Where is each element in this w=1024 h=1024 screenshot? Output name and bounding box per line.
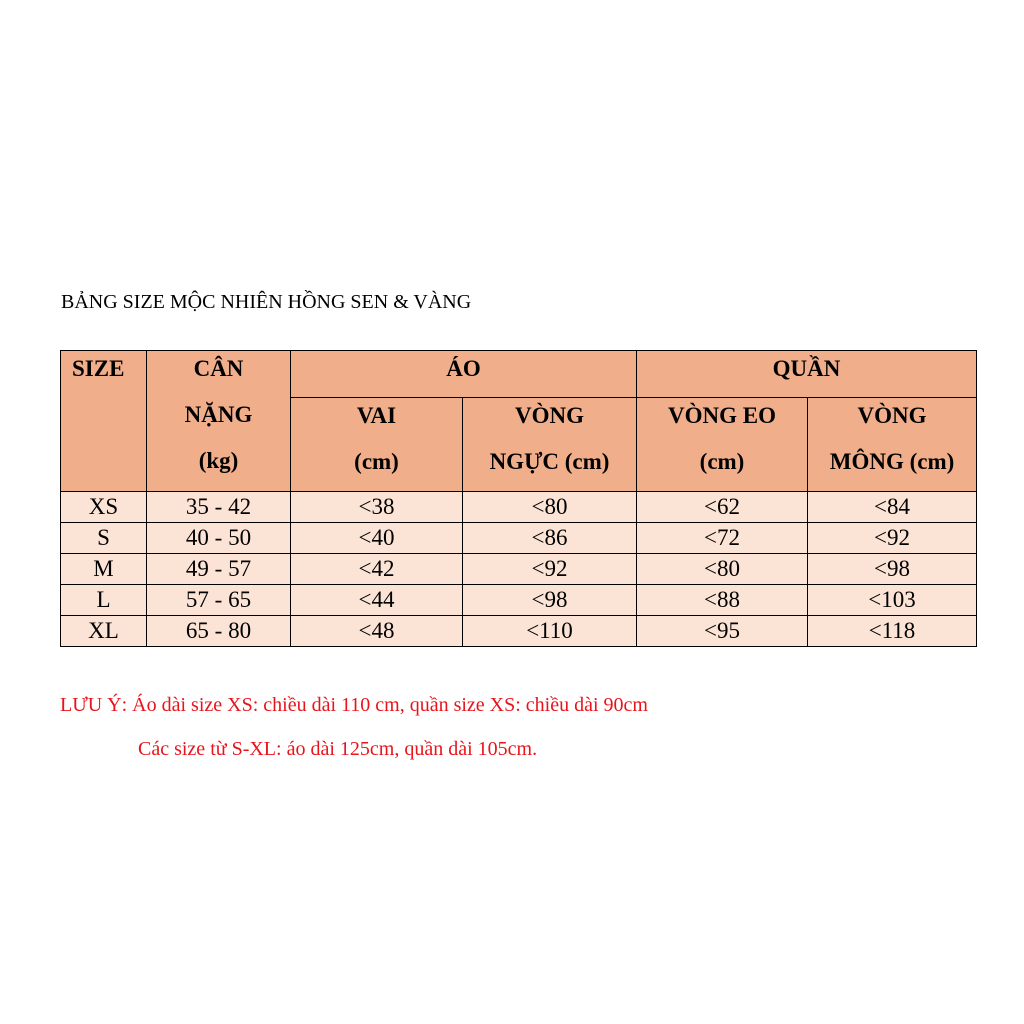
header-mong [808, 398, 977, 492]
table-row [61, 554, 977, 585]
cell-mong: <92 [808, 523, 977, 554]
cell-mong: <103 [808, 585, 977, 616]
header-quan [637, 351, 977, 398]
cell-vai: <40 [291, 523, 463, 554]
cell-vai: <48 [291, 616, 463, 647]
cell-mong: <118 [808, 616, 977, 647]
cell-weight: 35 - 42 [147, 492, 291, 523]
cell-size: XL [61, 616, 147, 647]
cell-size: S [61, 523, 147, 554]
header-eo-line2: (cm) [699, 449, 745, 474]
cell-eo: <62 [637, 492, 808, 523]
cell-size: M [61, 554, 147, 585]
cell-size: XS [61, 492, 147, 523]
header-vai-line2: (cm) [354, 449, 399, 474]
page-title: BẢNG SIZE MỘC NHIÊN HỒNG SEN & VÀNG [61, 291, 472, 313]
header-weight [147, 351, 291, 492]
cell-eo: <72 [637, 523, 808, 554]
table-row [61, 523, 977, 554]
header-weight-line2: NẶNG [184, 402, 253, 427]
header-vai-line1: VAI [356, 403, 397, 428]
header-size-label: SIZE [72, 356, 125, 381]
cell-nguc: <110 [463, 616, 637, 647]
header-size [61, 351, 147, 492]
cell-mong: <84 [808, 492, 977, 523]
table-row [61, 585, 977, 616]
note-line-1: LƯU Ý: Áo dài size XS: chiều dài 110 cm, quần size XS: chiều dài 90cm [60, 694, 648, 716]
cell-eo: <95 [637, 616, 808, 647]
header-ao [291, 351, 637, 398]
header-weight-line1: CÂN [193, 356, 244, 381]
cell-nguc: <98 [463, 585, 637, 616]
header-nguc-line1: VÒNG [515, 403, 584, 428]
cell-eo: <80 [637, 554, 808, 585]
cell-size: L [61, 585, 147, 616]
header-eo [637, 398, 808, 492]
header-ao-label: ÁO [446, 356, 481, 381]
header-weight-line3: (kg) [198, 448, 239, 473]
cell-vai: <38 [291, 492, 463, 523]
cell-mong: <98 [808, 554, 977, 585]
cell-weight: 57 - 65 [147, 585, 291, 616]
header-mong-line2: MÔNG (cm) [829, 449, 955, 474]
cell-weight: 49 - 57 [147, 554, 291, 585]
header-vai [291, 398, 463, 492]
header-nguc [463, 398, 637, 492]
header-eo-line1: VÒNG EO [668, 403, 776, 428]
cell-vai: <44 [291, 585, 463, 616]
cell-weight: 40 - 50 [147, 523, 291, 554]
table-row [61, 492, 977, 523]
table-row [61, 616, 977, 647]
header-quan-label: QUẦN [772, 356, 841, 381]
cell-nguc: <92 [463, 554, 637, 585]
note-line-2: Các size từ S-XL: áo dài 125cm, quần dài 105cm. [138, 738, 538, 760]
header-mong-line1: VÒNG [857, 403, 927, 428]
cell-vai: <42 [291, 554, 463, 585]
cell-weight: 65 - 80 [147, 616, 291, 647]
header-nguc-line2: NGỰC (cm) [489, 449, 610, 474]
table-header-row [61, 351, 977, 398]
cell-nguc: <80 [463, 492, 637, 523]
cell-nguc: <86 [463, 523, 637, 554]
size-chart-table [60, 350, 977, 647]
cell-eo: <88 [637, 585, 808, 616]
